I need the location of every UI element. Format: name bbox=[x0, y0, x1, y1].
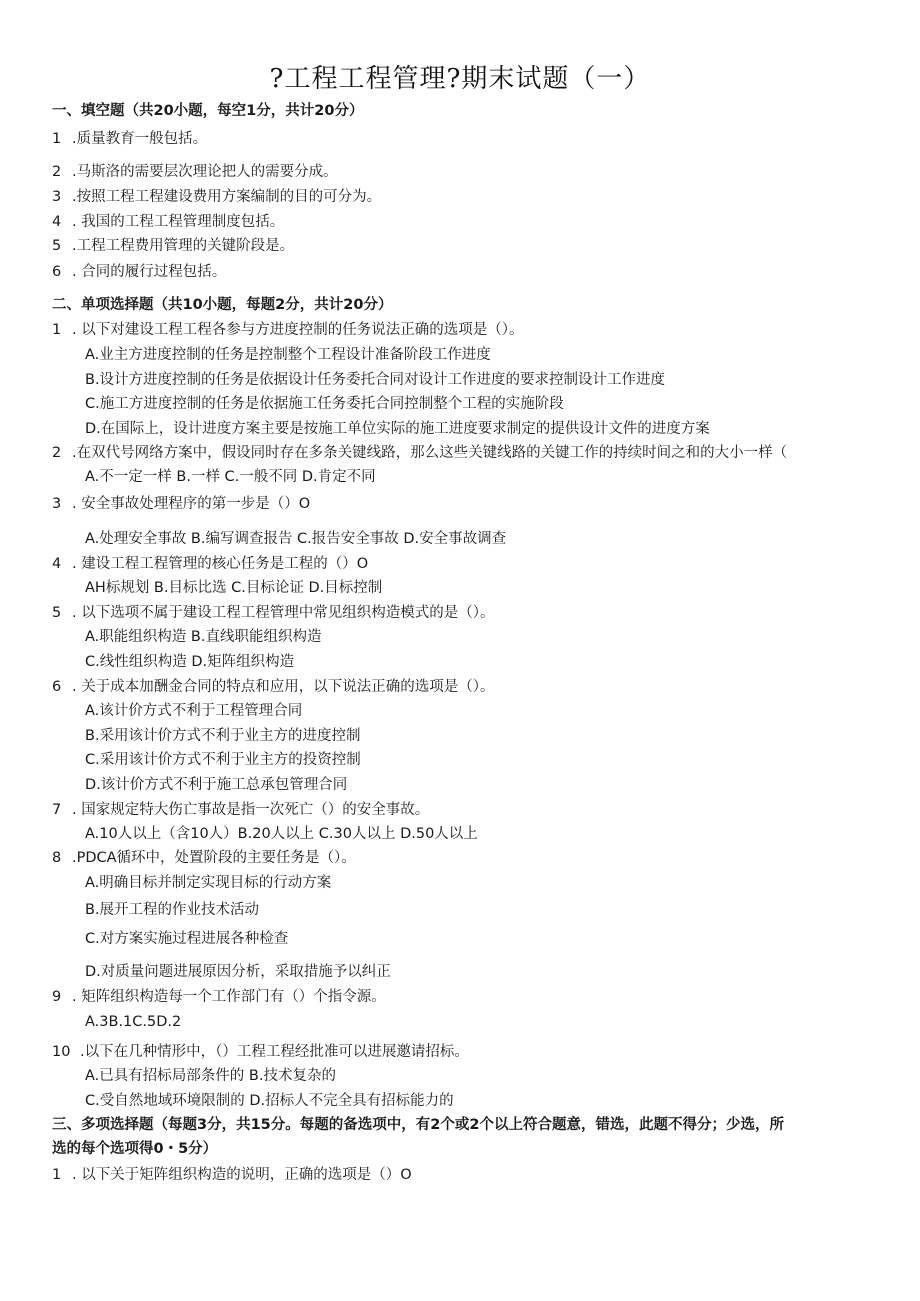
question-number: 7 bbox=[52, 802, 62, 818]
item-text: .按照工程工程建设费用方案编制的目的可分为。 bbox=[72, 189, 382, 205]
question-8-option-b: B.展开工程的作业技术活动 bbox=[85, 902, 260, 918]
question-1-option-a: A.业主方进度控制的任务是控制整个工程设计准备阶段工作进度 bbox=[85, 347, 491, 363]
item-number: 1 bbox=[52, 131, 62, 147]
question-3 bbox=[52, 495, 310, 513]
question-7-options: A.10人以上（含10人）B.20人以上 C.30人以上 D.50人以上 bbox=[85, 826, 478, 842]
section-heading-single-choice: 二、单项选择题（共10小题，每题2分，共计20分） bbox=[52, 297, 393, 313]
item-number: 3 bbox=[52, 189, 62, 205]
question-text: . 以下关于矩阵组织构造的说明，正确的选项是（）O bbox=[72, 1167, 412, 1183]
question-4 bbox=[52, 555, 368, 573]
question-text: . 关于成本加酬金合同的特点和应用，以下说法正确的选项是（）。 bbox=[72, 679, 495, 695]
fill-blank-item-1 bbox=[52, 130, 207, 148]
question-6-option-d: D.该计价方式不利于施工总承包管理合同 bbox=[85, 777, 348, 793]
item-number: 2 bbox=[52, 164, 62, 180]
question-8-option-c: C.对方案实施过程进展各种检查 bbox=[85, 931, 289, 947]
question-number: 9 bbox=[52, 989, 62, 1005]
question-3-options: A.处理安全事故 B.编写调查报告 C.报告安全事故 D.安全事故调查 bbox=[85, 531, 507, 547]
question-text: . 矩阵组织构造每一个工作部门有（）个指令源。 bbox=[72, 989, 386, 1005]
question-text: . 安全事故处理程序的第一步是（）O bbox=[72, 496, 311, 512]
fill-blank-item-3 bbox=[52, 188, 381, 206]
question-8 bbox=[52, 849, 356, 867]
question-6 bbox=[52, 678, 494, 696]
question-6-option-b: B.采用该计价方式不利于业主方的进度控制 bbox=[85, 728, 361, 744]
page-title: ?工程工程管理?期末试题（一） bbox=[269, 64, 651, 94]
question-5-options-cd: C.线性组织构造 D.矩阵组织构造 bbox=[85, 654, 295, 670]
fill-blank-item-2 bbox=[52, 163, 338, 181]
question-text: . 以下对建设工程工程各参与方进度控制的任务说法正确的选项是（）。 bbox=[72, 322, 524, 338]
question-8-option-a: A.明确目标并制定实现目标的行动方案 bbox=[85, 875, 332, 891]
fill-blank-item-4 bbox=[52, 213, 284, 231]
fill-blank-item-6 bbox=[52, 263, 226, 281]
question-6-option-a: A.该计价方式不利于工程管理合同 bbox=[85, 703, 303, 719]
question-1-option-d: D.在国际上，设计进度方案主要是按施工单位实际的施工进度要求制定的提供设计文件的进度方案 bbox=[85, 421, 710, 437]
question-10 bbox=[52, 1043, 469, 1061]
question-2 bbox=[52, 444, 787, 462]
fill-blank-item-5 bbox=[52, 237, 294, 255]
section-heading-multiple-choice-cont: 选的每个选项得0・5分） bbox=[52, 1141, 218, 1157]
question-1 bbox=[52, 321, 523, 339]
question-2-options: A.不一定一样 B.一样 C.一般不同 D.肯定不同 bbox=[85, 469, 376, 485]
question-9-options: A.3B.1C.5D.2 bbox=[85, 1014, 182, 1030]
section-heading-multiple-choice: 三、多项选择题（每题3分，共15分。每题的备选项中，有2个或2个以上符合题意，错选，此题不得分；少选，所 bbox=[52, 1117, 784, 1133]
item-text: . 合同的履行过程包括。 bbox=[72, 264, 227, 280]
item-text: .马斯洛的需要层次理论把人的需要分成。 bbox=[72, 164, 338, 180]
item-number: 6 bbox=[52, 264, 62, 280]
question-number: 8 bbox=[52, 850, 62, 866]
question-number: 6 bbox=[52, 679, 62, 695]
question-number: 2 bbox=[52, 445, 62, 461]
item-number: 4 bbox=[52, 214, 62, 230]
question-number: 5 bbox=[52, 605, 62, 621]
question-text: .PDCA循环中，处置阶段的主要任务是（）。 bbox=[72, 850, 356, 866]
item-text: .质量教育一般包括。 bbox=[72, 131, 208, 147]
question-1-option-c: C.施工方进度控制的任务是依据施工任务委托合同控制整个工程的实施阶段 bbox=[85, 396, 564, 412]
question-text: .以下在几种情形中，（）工程工程经批准可以进展邀请招标。 bbox=[80, 1044, 469, 1060]
question-number: 10 bbox=[52, 1044, 71, 1060]
question-7 bbox=[52, 801, 429, 819]
section-heading-fill-blank: 一、填空题（共20小题，每空1分，共计20分） bbox=[52, 103, 364, 119]
item-text: . 我国的工程工程管理制度包括。 bbox=[72, 214, 285, 230]
question-10-options-cd: C.受自然地域环境限制的 D.招标人不完全具有招标能力的 bbox=[85, 1093, 454, 1109]
question-text: . 建设工程工程管理的核心任务是工程的（）O bbox=[72, 556, 369, 572]
question-9 bbox=[52, 988, 386, 1006]
question-number: 3 bbox=[52, 496, 62, 512]
question-text: . 国家规定特大伤亡事故是指一次死亡（）的安全事故。 bbox=[72, 802, 430, 818]
question-5-options-ab: A.职能组织构造 B.直线职能组织构造 bbox=[85, 629, 322, 645]
question-4-options: AH标规划 B.目标比选 C.目标论证 D.目标控制 bbox=[85, 580, 383, 596]
item-text: .工程工程费用管理的关键阶段是。 bbox=[72, 238, 295, 254]
question-1-option-b: B.设计方进度控制的任务是依据设计任务委托合同对设计工作进度的要求控制设计工作进度 bbox=[85, 372, 666, 388]
question-text: .在双代号网络方案中，假设同时存在多条关键线路，那么这些关键线路的关键工作的持续时间之和的大小一样（ bbox=[72, 445, 788, 461]
question-5 bbox=[52, 604, 494, 622]
question-number: 1 bbox=[52, 1167, 62, 1183]
question-8-option-d: D.对质量问题进展原因分析，采取措施予以纠正 bbox=[85, 964, 391, 980]
question-6-option-c: C.采用该计价方式不利于业主方的投资控制 bbox=[85, 752, 361, 768]
question-10-options-ab: A.已具有招标局部条件的 B.技术复杂的 bbox=[85, 1068, 336, 1084]
question-number: 1 bbox=[52, 322, 62, 338]
question-number: 4 bbox=[52, 556, 62, 572]
item-number: 5 bbox=[52, 238, 62, 254]
multi-question-1 bbox=[52, 1166, 412, 1184]
question-text: . 以下选项不属于建设工程工程管理中常见组织构造模式的是（）。 bbox=[72, 605, 495, 621]
